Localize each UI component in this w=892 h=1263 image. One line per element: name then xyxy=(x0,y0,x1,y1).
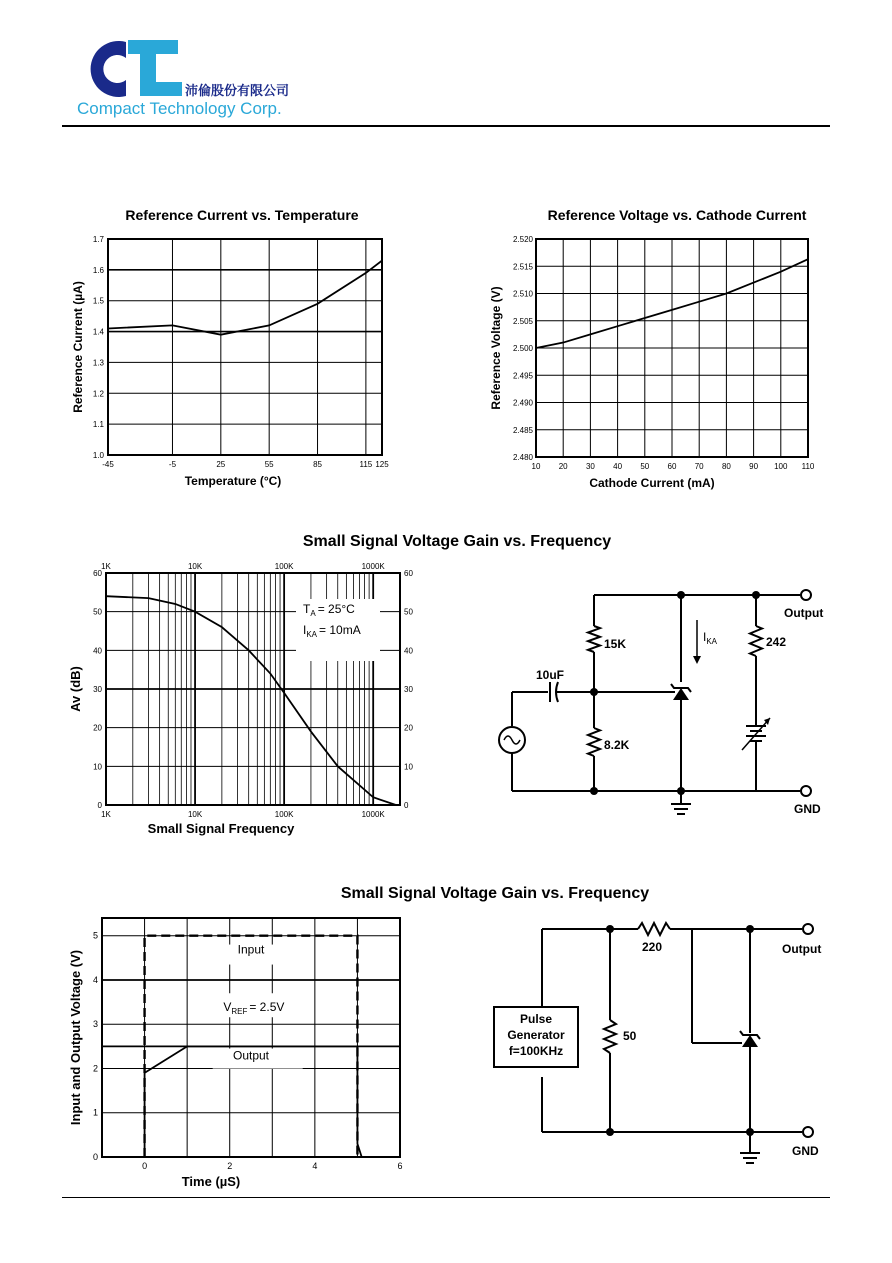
x-axis-label: Cathode Current (mA) xyxy=(589,476,715,490)
x-tick-label: 90 xyxy=(749,462,759,471)
resistor-15k-label: 15K xyxy=(604,637,627,651)
y-tick-label: 5 xyxy=(92,930,98,941)
x-tick-label-top: 10K xyxy=(187,562,203,571)
y-tick-label: 2.515 xyxy=(512,262,533,272)
y-tick-label: 1.0 xyxy=(92,451,104,460)
test-circuit-gain xyxy=(488,578,838,828)
x-tick-label: 55 xyxy=(264,460,274,469)
annotation-ta: $T_A = 25^\circ C$ xyxy=(303,602,355,618)
y-axis-label: Reference Voltage (V) xyxy=(489,286,503,410)
y-tick-label: 1.4 xyxy=(92,327,104,337)
y-tick-label: 1.1 xyxy=(92,420,104,430)
y-tick-label: 20 xyxy=(93,723,102,733)
company-name-chinese: 沛倫股份有限公司 xyxy=(185,84,290,99)
capacitor-label: 10uF xyxy=(536,668,565,682)
y-tick-label-right: 50 xyxy=(404,607,413,617)
x-tick-label: 20 xyxy=(558,462,568,471)
y-tick-label: 2.490 xyxy=(512,398,533,408)
output-series-label: Output xyxy=(232,1048,270,1063)
y-tick-label-right: 10 xyxy=(404,762,413,772)
y-tick-label: 1.6 xyxy=(92,265,104,275)
header-rule xyxy=(62,125,830,127)
generator-label-1: Pulse xyxy=(519,1012,553,1026)
output-terminal xyxy=(801,590,811,600)
y-tick-label: 1 xyxy=(92,1107,98,1118)
test-circuit-pulse xyxy=(488,915,838,1175)
x-tick-label: 30 xyxy=(585,462,595,471)
y-tick-label: 60 xyxy=(93,569,102,578)
y-tick-label: 1.2 xyxy=(92,389,104,399)
y-tick-label: 50 xyxy=(93,607,102,617)
resistor-50 xyxy=(604,1020,616,1053)
output-label: Output xyxy=(784,606,824,620)
y-tick-label: 2.520 xyxy=(512,235,533,244)
x-tick-label: 80 xyxy=(721,462,731,471)
x-tick-label-top: 1K xyxy=(101,562,111,571)
y-tick-label: 1.3 xyxy=(92,358,104,368)
y-tick-label: 10 xyxy=(93,762,102,772)
footer-rule xyxy=(62,1197,830,1198)
x-tick-label: 85 xyxy=(313,460,322,469)
x-tick-label: 0 xyxy=(142,1161,148,1171)
annotation-vref: $V_{REF} = 2.5V$ xyxy=(223,999,285,1016)
junction-dot xyxy=(606,1128,614,1136)
regulator-symbol xyxy=(673,688,689,700)
chart-pulse-response xyxy=(62,910,422,1195)
resistor-242 xyxy=(750,626,762,656)
x-tick-label: 100 xyxy=(774,462,788,471)
current-label: $I_{KA}$ xyxy=(703,630,718,646)
y-tick-label: 2.500 xyxy=(512,344,533,353)
y-tick-label: 2.495 xyxy=(512,371,533,381)
y-tick-label-right: 40 xyxy=(404,646,413,656)
x-tick-label: 10 xyxy=(531,462,541,471)
y-tick-label: 1.5 xyxy=(92,296,104,306)
x-axis-label: Time (µS) xyxy=(181,1174,241,1189)
pulse-section-title: Small Signal Voltage Gain vs. Frequency xyxy=(340,885,650,902)
x-tick-label: -5 xyxy=(168,460,177,469)
regulator-symbol xyxy=(742,1035,758,1047)
resistor-8k2-label: 8.2K xyxy=(604,738,630,752)
resistor-220-label: 220 xyxy=(642,940,663,954)
x-tick-label: 2 xyxy=(227,1161,233,1171)
y-tick-label: 0 xyxy=(97,801,102,810)
y-tick-label: 1.7 xyxy=(92,235,104,244)
x-axis-label: Small Signal Frequency xyxy=(147,821,295,836)
x-tick-label: 1K xyxy=(101,810,111,819)
y-tick-label: 40 xyxy=(93,646,102,656)
x-tick-label: 50 xyxy=(640,462,650,471)
x-tick-label: 1000K xyxy=(361,810,385,819)
gnd-terminal xyxy=(801,786,811,796)
resistor-242-label: 242 xyxy=(766,635,787,649)
chart-reference-voltage xyxy=(480,228,830,498)
gain-section-title: Small Signal Voltage Gain vs. Frequency xyxy=(302,533,612,550)
y-tick-label: 0 xyxy=(92,1152,98,1162)
y-tick-label-right: 0 xyxy=(404,801,409,810)
resistor-15k xyxy=(588,626,600,652)
y-tick-label: 30 xyxy=(93,685,102,694)
annotation-ika: $I_{KA} = 10mA$ xyxy=(303,623,361,639)
data-line xyxy=(108,261,382,335)
junction-dot xyxy=(590,787,598,795)
company-logo xyxy=(78,38,188,100)
y-tick-label: 2.510 xyxy=(512,289,533,299)
y-tick-label: 2.505 xyxy=(512,316,533,326)
input-series-label: Input xyxy=(237,942,265,957)
y-axis-label: Input and Output Voltage (V) xyxy=(68,949,83,1126)
chart-voltage-gain xyxy=(62,555,422,845)
resistor-50-label: 50 xyxy=(623,1029,637,1043)
x-tick-label-top: 100K xyxy=(274,562,294,571)
chart2-title: Reference Voltage vs. Cathode Current xyxy=(547,207,807,223)
y-axis-label: Reference Current (µA) xyxy=(71,281,85,413)
y-tick-label: 3 xyxy=(92,1019,98,1030)
resistor-8k2 xyxy=(588,728,600,756)
y-tick-label: 2.480 xyxy=(512,453,533,462)
x-tick-label: 100K xyxy=(274,810,294,819)
x-tick-label: 115 xyxy=(359,460,373,469)
company-name-english: Compact Technology Corp. xyxy=(77,99,282,118)
generator-label-2: Generator xyxy=(507,1028,565,1042)
output-label: Output xyxy=(782,942,822,956)
generator-label-3: f=100KHz xyxy=(508,1044,564,1058)
gnd-label: GND xyxy=(792,1144,819,1158)
output-terminal xyxy=(803,924,813,934)
x-tick-label-top: 1000K xyxy=(361,562,385,571)
x-tick-label: -45 xyxy=(102,460,114,469)
resistor-220 xyxy=(638,923,670,935)
gnd-label: GND xyxy=(794,802,821,816)
x-tick-label: 110 xyxy=(801,462,815,471)
chart-reference-current xyxy=(62,228,402,498)
y-axis-label: Av (dB) xyxy=(68,666,83,712)
y-tick-label-right: 20 xyxy=(404,723,413,733)
y-tick-label-right: 60 xyxy=(404,569,413,578)
plot-frame xyxy=(108,239,382,455)
y-tick-label-right: 30 xyxy=(404,685,413,694)
gnd-terminal xyxy=(803,1127,813,1137)
x-tick-label: 60 xyxy=(667,462,677,471)
x-tick-label: 6 xyxy=(397,1161,403,1171)
y-tick-label: 2.485 xyxy=(512,425,533,435)
y-tick-label: 4 xyxy=(92,974,98,985)
current-arrow-head xyxy=(693,656,701,664)
x-tick-label: 40 xyxy=(613,462,623,471)
x-axis-label: Temperature (°C) xyxy=(184,474,282,488)
x-tick-label: 4 xyxy=(312,1161,318,1171)
x-tick-label: 25 xyxy=(216,460,226,469)
y-tick-label: 2 xyxy=(92,1063,98,1074)
x-tick-label: 10K xyxy=(187,810,203,819)
x-tick-label: 70 xyxy=(694,462,704,471)
chart1-title: Reference Current vs. Temperature xyxy=(125,207,359,223)
x-tick-label: 125 xyxy=(375,460,389,469)
